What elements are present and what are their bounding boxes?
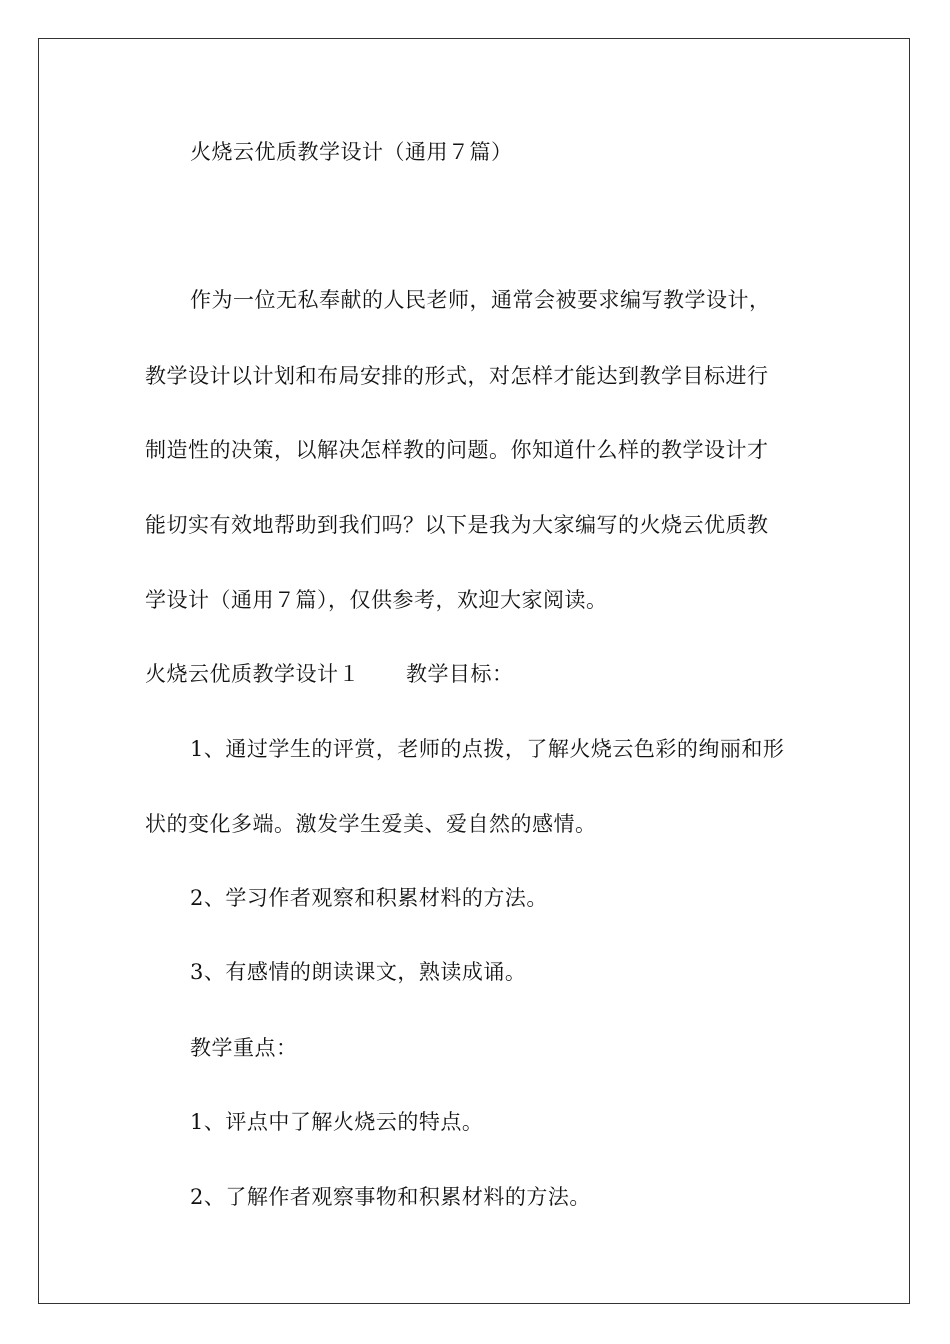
intro-line-5: 学设计（通用７篇），仅供参考，欢迎大家阅读。 (145, 588, 608, 612)
goal-line-4: 3、有感情的朗读课文，熟读成诵。 (190, 960, 527, 984)
intro-line-3: 制造性的决策，以解决怎样教的问题。你知道什么样的教学设计才 (145, 438, 769, 462)
focus-line-1: 1、评点中了解火烧云的特点。 (190, 1110, 484, 1134)
section-heading (145, 660, 514, 688)
intro-line-2: 教学设计以计划和布局安排的形式，对怎样才能达到教学目标进行 (145, 364, 769, 388)
section-subheading: 教学目标： (406, 662, 514, 686)
goal-line-1: 1、通过学生的评赏，老师的点拨，了解火烧云色彩的绚丽和形 (190, 737, 785, 761)
goal-line-2: 状的变化多端。激发学生爱美、爱自然的感情。 (145, 812, 597, 836)
document-title: 火烧云优质教学设计（通用７篇） (190, 140, 513, 164)
intro-line-1: 作为一位无私奉献的人民老师，通常会被要求编写教学设计， (190, 288, 771, 312)
goal-line-3: 2、学习作者观察和积累材料的方法。 (190, 886, 548, 910)
focus-line-2: 2、了解作者观察事物和积累材料的方法。 (190, 1185, 591, 1209)
section-title: 火烧云优质教学设计１ (145, 662, 360, 686)
focus-heading: 教学重点： (190, 1036, 298, 1060)
intro-line-4: 能切实有效地帮助到我们吗？以下是我为大家编写的火烧云优质教 (145, 513, 769, 537)
